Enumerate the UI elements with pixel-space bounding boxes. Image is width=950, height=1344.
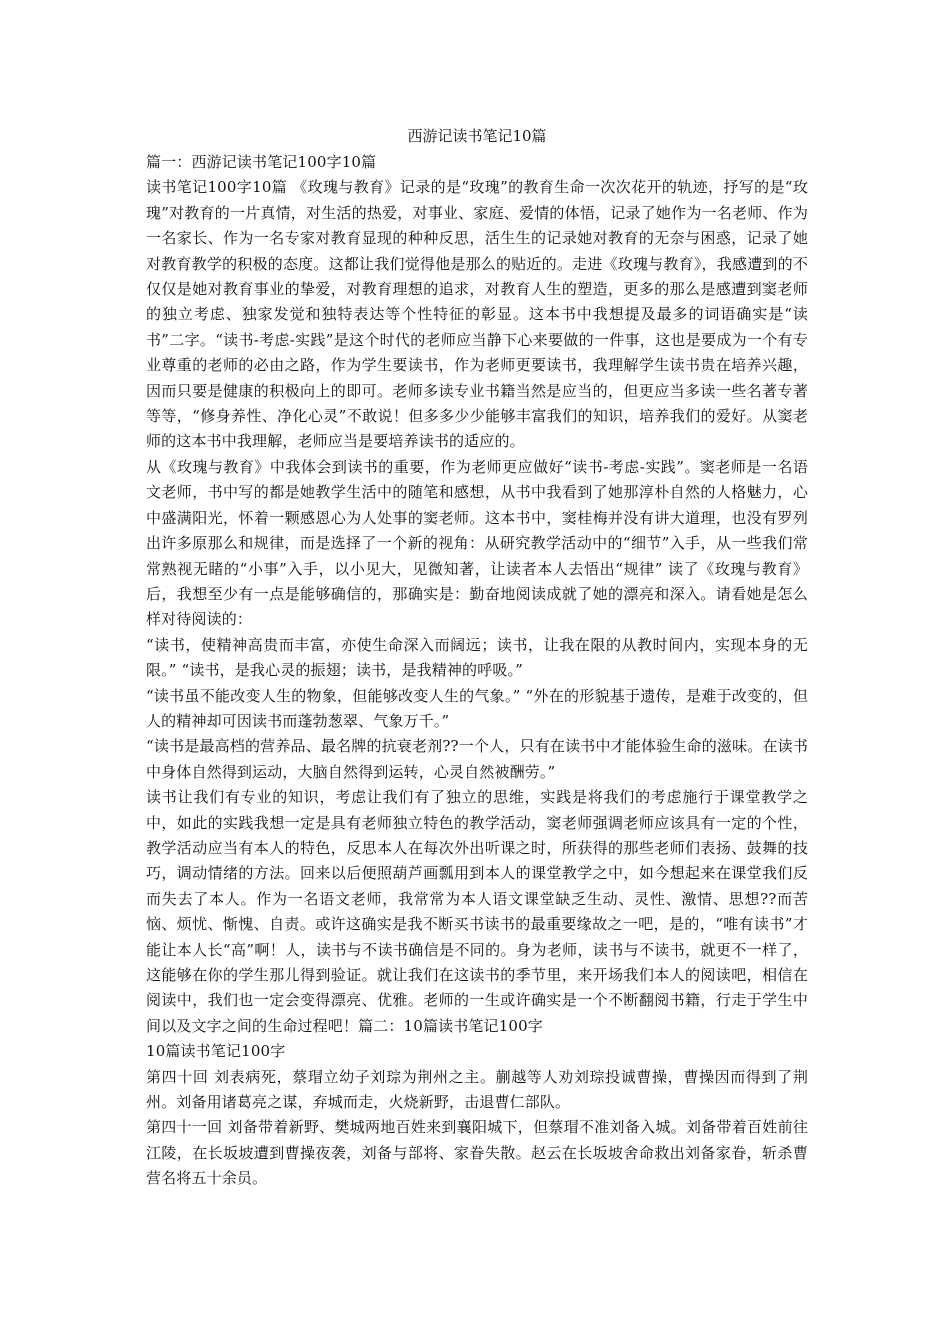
document-title: 西游记读书笔记10篇 (407, 127, 547, 145)
paragraph-chapter-40: 第四十回 刘表病死，蔡瑁立幼子刘琮为荆州之主。蒯越等人劝刘琮投诚曹操，曹操因而得到了荆州。刘备用诸葛亮之谋，弃城而走，火烧新野，击退曹仁部队。 (146, 1067, 808, 1112)
paragraph-chapter-41: 第四十一回 刘备带着新野、樊城两地百姓来到襄阳城下，但蔡瑁不准刘备入城。刘备带着百姓前往江陵，在长坂坡遭到曹操夜袭，刘备与部将、家眷失散。赵云在长坂坡舍命救出刘备家眷，斩杀曹营名将五十余员。 (146, 1118, 808, 1188)
paragraph-quote-2: “读书虽不能改变人生的物象，但能够改变人生的气象。” “外在的形貌基于遗传，是难于改变的，但人的精神却可因读书而蓬勃葱翠、气象万千。” (146, 686, 808, 730)
document-page (146, 124, 808, 1192)
paragraph-body-3: 读书让我们有专业的知识，考虑让我们有了独立的思维，实践是将我们的考虑施行于课堂教学之中，如此的实践我想一定是具有老师独立特色的教学活动，窦老师强调老师应该具有一定的个性，教学活动应当有本人的特色，反思本人在每次外出听课之时，所获得的那些老师们表扬、鼓舞的技巧，调动情绪的方法。回来以后便照葫芦画瓢用到本人的课堂教学之中，如今想起来在课堂我们反而失去了本人。作为一名语文老师，我常常为本人语文课堂缺乏生动、灵性、激情、思想??而苦恼、烦忧、惭愧、自责。或许这确实是我不断买书读书的最重要缘故之一吧，是的，“唯有读书”才能让本人长“高”啊！人，读书与不读书确信是不同的。身为老师，读书与不读书，就更不一样了，这能够在你的学生那儿得到验证。就让我们在这读书的季节里，来开场我们本人的阅读吧，相信在阅读中，我们也一定会变得漂亮、优雅。老师的一生或许确实是一个不断翻阅书籍，行走于学生中间以及文字之间的生命过程吧！篇二：10篇读书笔记100字 (146, 788, 808, 1035)
paragraph-body-2: 从《玫瑰与教育》中我体会到读书的重要，作为老师更应做好“读书-考虑-实践”。窦老师是一名语文老师，书中写的都是她教学生活中的随笔和感想，从书中我看到了她那淳朴自然的人格魅力，心中盛满阳光，怀着一颗感恩心为人处事的窦老师。这本书中，窦桂梅并没有讲大道理，也没有罗列出许多原那么和规律，而是选择了一个新的视角：从研究教学活动中的“细节”入手，从一些我们常常熟视无睹的“小事”入手，以小见大，见微知著，让读者本人去悟出“规律” 读了《玫瑰与教育》后，我想至少有一点是能够确信的，那确实是：勤奋地阅读成就了她的漂亮和深入。请看她是怎么样对待阅读的： (146, 457, 808, 629)
paragraph-quote-3: “读书是最高档的营养品、最名牌的抗衰老剂??一个人，只有在读书中才能体验生命的滋味。在读书中身体自然得到运动，大脑自然得到运转，心灵自然被酬劳。” (146, 737, 808, 781)
paragraph-section-heading-1: 篇一：西游记读书笔记100字10篇 (146, 153, 377, 171)
paragraph-quote-1: “读书，使精神高贵而丰富，亦使生命深入而阔远；读书，让我在限的从教时间内，实现本身的无限。” “读书，是我心灵的振翅；读书，是我精神的呼吸。” (146, 635, 808, 680)
paragraph-section-heading-2: 10篇读书笔记100字 (146, 1042, 286, 1061)
paragraph-body-1: 读书笔记100字10篇 《玫瑰与教育》记录的是“玫瑰”的教育生命一次次花开的轨迹，抒写的是“玫瑰”对教育的一片真情，对生活的热爱，对事业、家庭、爱情的体悟，记录了她作为一名老师、作为一名家长、作为一名专家对教育显现的种种反思，活生生的记录她对教育的无奈与困惑，记录了她对教育教学的积极的态度。这都让我们觉得他是那么的贴近的。走进《玫瑰与教育》，我感遭到的不仅仅是她对教育事业的挚爱，对教育理想的追求，对教育人生的塑造，更多的那么是感遭到窦老师的独立考虑、独家发觉和独特表达等个性特征的彰显。这本书中我想提及最多的词语确实是“读书”二字。“读书-考虑-实践”是这个时代的老师应当静下心来要做的一件事，这也是要成为一个有专业尊重的老师的必由之路，作为学生要读书，作为老师更要读书，我理解学生读书贵在培养兴趣，因而只要是健康的积极向上的即可。老师多读专业书籍当然是应当的，但更应当多读一些名著专著等等，“修身养性、净化心灵”不敢说！但多多少少能够丰富我们的知识，培养我们的爱好。从窦老师的这本书中我理解，老师应当是要培养读书的适应的。 (146, 178, 808, 451)
